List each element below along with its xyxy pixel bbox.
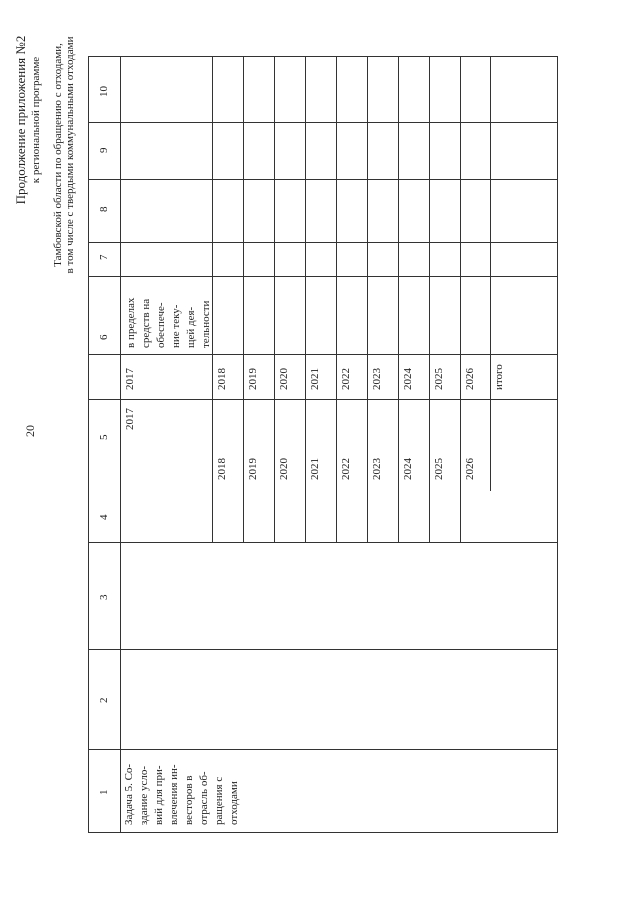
row-divider bbox=[429, 56, 430, 543]
col6-year: 2021 bbox=[309, 368, 321, 390]
col6-year: 2024 bbox=[402, 368, 414, 390]
task-description: Задача 5. Со- здание усло- вий для при- влечения ин- весторов в отрасль об- ращения с отходами bbox=[123, 763, 240, 825]
col-divider bbox=[88, 179, 558, 180]
col-number-6: 6 bbox=[98, 334, 110, 340]
header-line-2: к региональной программе bbox=[30, 56, 42, 184]
col5-year: 2026 bbox=[464, 458, 476, 480]
col-divider bbox=[88, 56, 558, 57]
row-divider bbox=[490, 56, 491, 491]
col-divider bbox=[88, 242, 558, 243]
col-number-4: 4 bbox=[98, 514, 110, 520]
col-divider bbox=[88, 399, 558, 400]
col6-year: 2025 bbox=[433, 368, 445, 390]
row-divider bbox=[243, 56, 244, 543]
col5-year: 2024 bbox=[402, 458, 414, 480]
col-number-8: 8 bbox=[98, 206, 110, 212]
col6-year: 2022 bbox=[340, 368, 352, 390]
col-divider bbox=[88, 276, 558, 277]
col5-year: 2022 bbox=[340, 458, 352, 480]
funding-note: в пределах средств на обеспече- ние теку- щей дея- тельности bbox=[125, 297, 212, 348]
col5-year: 2018 bbox=[216, 458, 228, 480]
col5-year: 2019 bbox=[247, 458, 259, 480]
col5-year: 2021 bbox=[309, 458, 321, 480]
row-divider bbox=[88, 56, 89, 833]
row-divider bbox=[557, 56, 558, 833]
row-divider bbox=[367, 56, 368, 543]
row-divider bbox=[336, 56, 337, 543]
col6-year: 2019 bbox=[247, 368, 259, 390]
col-number-5: 5 bbox=[98, 434, 110, 440]
col6-year: 2018 bbox=[216, 368, 228, 390]
col-divider bbox=[88, 649, 558, 650]
page-number: 20 bbox=[23, 425, 37, 437]
header-line-3: Тамбовской области по обращению с отходами, bbox=[52, 43, 64, 267]
col-divider bbox=[88, 832, 558, 833]
col5-year: 2020 bbox=[278, 458, 290, 480]
row-divider bbox=[398, 56, 399, 543]
col6-year: 2020 bbox=[278, 368, 290, 390]
col-number-1: 1 bbox=[98, 789, 110, 795]
col6-year: 2017 bbox=[124, 368, 136, 390]
col5-year: 2025 bbox=[433, 458, 445, 480]
col5-year: 2017 bbox=[124, 408, 136, 430]
col-divider bbox=[88, 542, 558, 543]
row-divider bbox=[120, 56, 121, 833]
row-divider bbox=[274, 56, 275, 543]
col-divider bbox=[88, 122, 558, 123]
col6-year: 2026 bbox=[464, 368, 476, 390]
col-number-10: 10 bbox=[98, 86, 110, 97]
col-number-3: 3 bbox=[98, 594, 110, 600]
total-label: итого bbox=[493, 364, 505, 390]
col-divider bbox=[88, 354, 558, 355]
row-divider bbox=[305, 56, 306, 543]
col-number-7: 7 bbox=[98, 254, 110, 260]
col-number-2: 2 bbox=[98, 697, 110, 703]
header-line-4: в том числе с твердыми коммунальными отходами bbox=[64, 36, 76, 274]
col-divider bbox=[88, 749, 558, 750]
col-number-9: 9 bbox=[98, 147, 110, 153]
col5-year: 2023 bbox=[371, 458, 383, 480]
header-line-1: Продолжение приложения №2 bbox=[13, 35, 28, 205]
col6-year: 2023 bbox=[371, 368, 383, 390]
row-divider bbox=[460, 56, 461, 543]
